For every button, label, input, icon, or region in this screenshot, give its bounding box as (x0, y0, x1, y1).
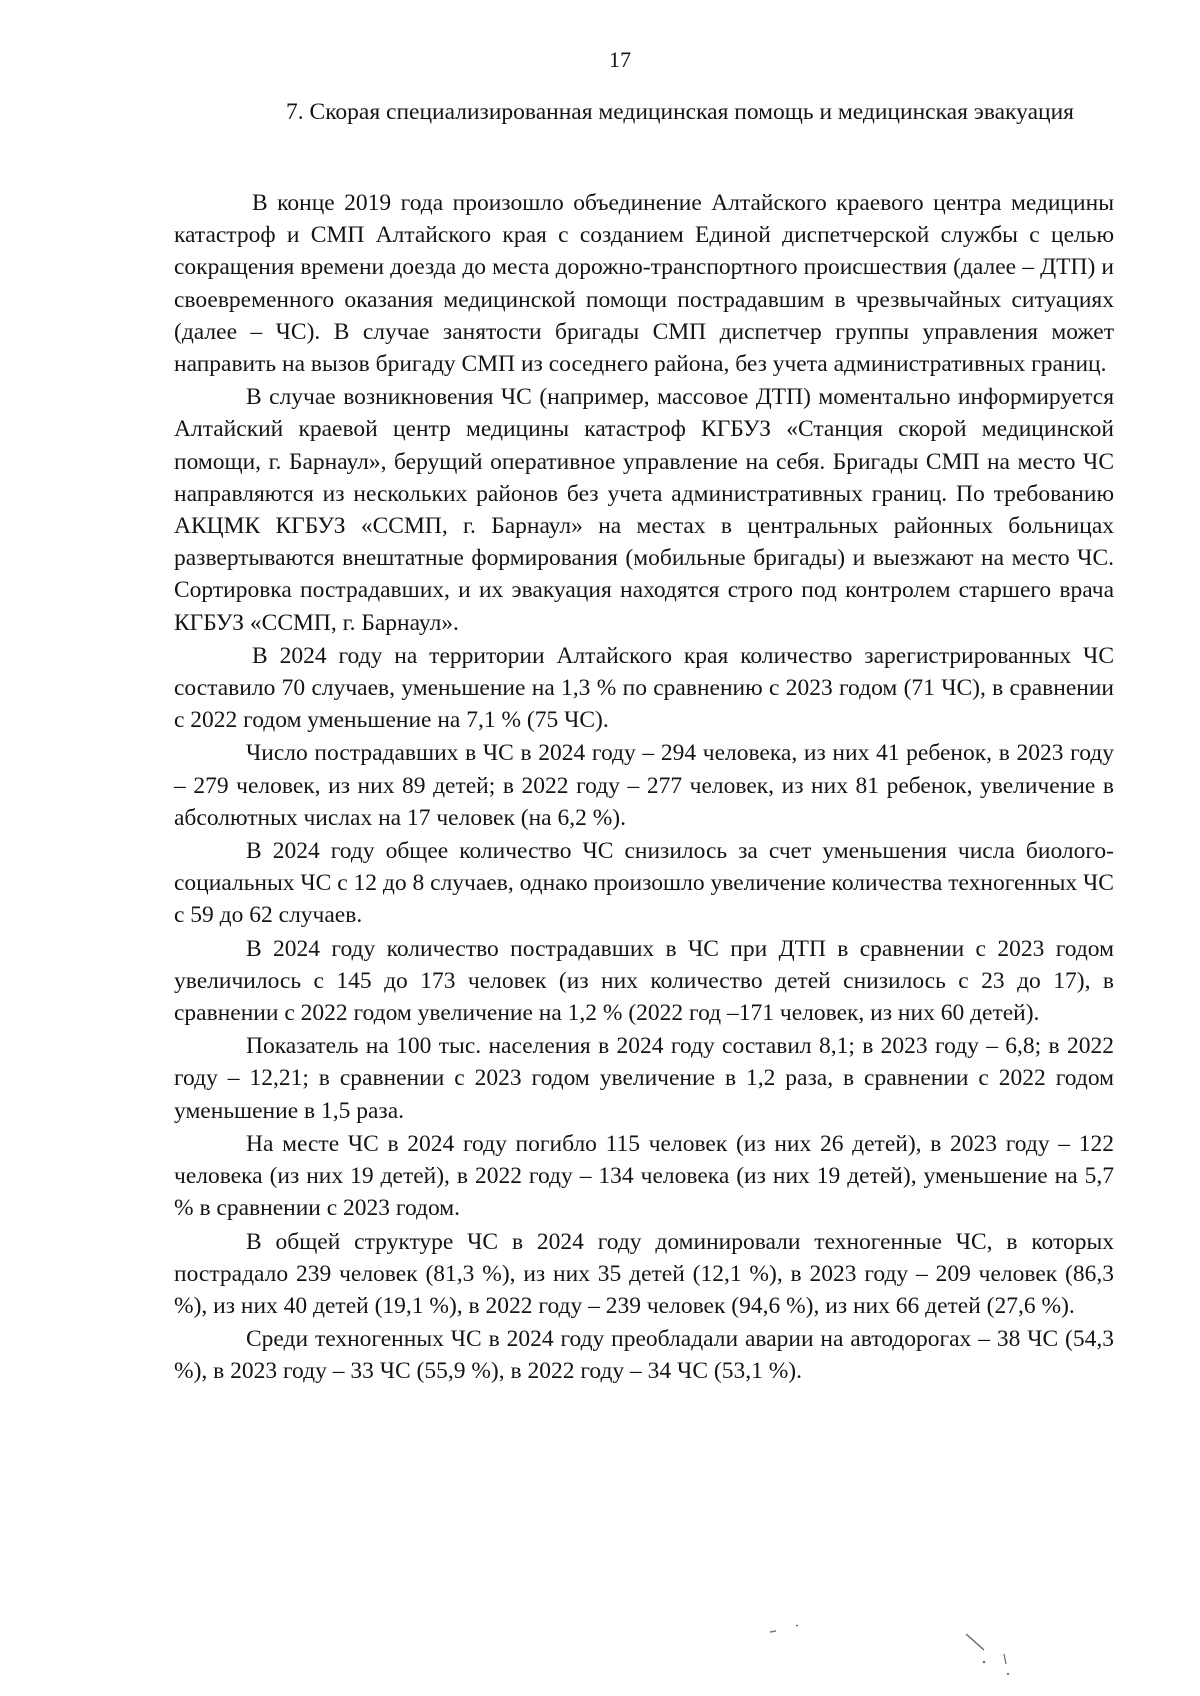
paragraph-emergency-count: В 2024 году на территории Алтайского края количество зарегистрированных ЧС составило 70 случаев, уменьшение на 1,3 % по сравнению с 2023 годом (71 ЧС), в сравнении с 2022 годом уменьшение на 7,1 % (75 ЧС). (174, 642, 1114, 734)
paragraph-rate-per-100k: Показатель на 100 тыс. населения в 2024 году составил 8,1; в 2023 году – 6,8; в 2022 году – 12,21; в сравнении с 2023 годом увеличение в 1,2 раза, в сравнении с 2022 годом уменьшение в 1,5 раза. (174, 1033, 1114, 1124)
document-body (174, 187, 1114, 1389)
paragraph-dispatch-merger: В конце 2019 года произошло объединение Алтайского краевого центра медицины катастроф и СМП Алтайского края с созданием Единой диспетчерской службы с целью сокращения времени доезда до места дорожно-транспортного происшествия (далее – ДТП) и своевременного оказания медицинской помощи пострадавшим в чрезвычайных ситуациях (далее – ЧС). В случае занятости бригады СМП диспетчер группы управления может направить на вызов бригаду СМП из соседнего района, без учета административных границ. (174, 190, 1114, 378)
paragraph-structure: В общей структуре ЧС в 2024 году доминировали техногенные ЧС, в которых пострадало 239 человек (81,3 %), из них 35 детей (12,1 %), в 2023 году – 209 человек (86,3 %), из них 40 детей (19,1 %), в 2022 году – 239 человек (94,6 %), из них 66 детей (27,6 %). (174, 1228, 1114, 1319)
section-title: 7. Скорая специализированная медицинская помощь и медицинская эвакуация (286, 99, 1074, 125)
paragraph-deaths: На месте ЧС в 2024 году погибло 115 человек (из них 26 детей), в 2023 году – 122 человека (из них 19 детей), в 2022 году – 134 человека (из них 19 детей), уменьшение на 5,7 % в сравнении с 2023 годом. (174, 1130, 1114, 1222)
scan-speck-marks (770, 1620, 1030, 1680)
paragraph-road-accidents: Среди техногенных ЧС в 2024 году преобладали аварии на автодорогах – 38 ЧС (54,3 %), в 2023 году – 33 ЧС (55,9 %), в 2022 году – 34 ЧС (53,1 %). (174, 1326, 1114, 1385)
paragraph-emergency-response: В случае возникновения ЧС (например, массовое ДТП) моментально информируется Алтайский краевой центр медицины катастроф КГБУЗ «Станция скорой медицинской помощи, г. Барнаул», берущий оперативное управление на себя. Бригады СМП на место ЧС направляются из нескольких районов без учета административных границ. По требованию АКЦМК КГБУЗ «ССМП, г. Барнаул» на местах в центральных районных больницах развертываются внештатные формирования (мобильные бригады) и выезжают на место ЧС. Сортировка пострадавших, и их эвакуация находятся строго под контролем старшего врача КГБУЗ «ССМП, г. Барнаул». (174, 384, 1114, 636)
page-number: 17 (609, 47, 631, 72)
paragraph-road-accident-victims: В 2024 году количество пострадавших в ЧС при ДТП в сравнении с 2023 годом увеличилось с 145 до 173 человек (из них количество детей снизилось с 23 до 17), в сравнении с 2022 годом увеличение на 1,2 % (2022 год –171 человек, из них 60 детей). (174, 935, 1114, 1027)
paragraph-emergency-types: В 2024 году общее количество ЧС снизилось за счет уменьшения числа биолого-социальных ЧС с 12 до 8 случаев, однако произошло увеличение количества техногенных ЧС с 59 до 62 случаев. (174, 838, 1114, 929)
paragraph-victims-count: Число пострадавших в ЧС в 2024 году – 294 человека, из них 41 ребенок, в 2023 году – 279 человек, из них 89 детей; в 2022 году – 277 человек, из них 81 ребенок, увеличение в абсолютных числах на 17 человек (на 6,2 %). (174, 740, 1114, 831)
